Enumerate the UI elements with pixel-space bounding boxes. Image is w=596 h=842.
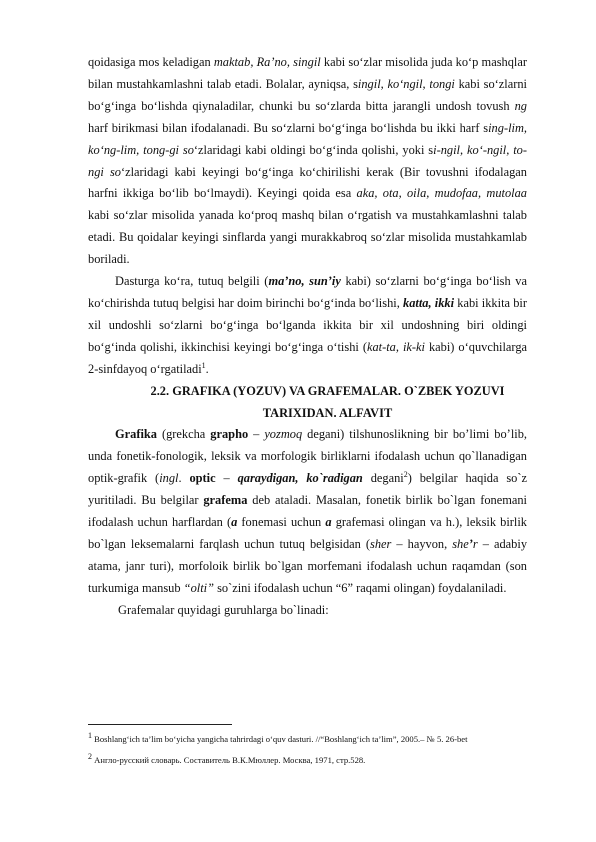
example-words: aka, ota, oila, mudofaa, mutolaa (356, 186, 527, 201)
footnote-text: Boshlang‘ich ta’lim bo‘yicha yangicha tahrirdagi o‘quv dasturi. //“Boshlang‘ich ta’lim”, 2005.– № 5. 26-bet (92, 734, 468, 744)
text: kabi so‘zlar misolida juda ko‘p mashqlar bilan mustahkamlashni talab etadi. Bolalar, ayniqsa, s (88, 55, 527, 91)
text: . (205, 361, 209, 376)
example-words: she (452, 536, 469, 551)
text: (grekcha (157, 427, 211, 442)
example-words: kat-ta, ik-ki (366, 339, 425, 354)
text: ) belgilar haqida so`z yuritiladi. Bu belgilar (88, 471, 528, 508)
footnote-divider (88, 724, 232, 725)
term: grapho (210, 427, 249, 442)
apostrophe: ’ (468, 536, 473, 551)
text: – (215, 471, 238, 486)
paragraph-grafema-groups: Grafemalar quyidagi guruhlarga bo`linadi: (118, 602, 329, 617)
paragraph-apostrophe-rules (88, 271, 527, 381)
footnote-ref: 1 (201, 360, 206, 370)
text: degani (362, 471, 404, 486)
section-heading (88, 381, 527, 425)
page-body (88, 52, 527, 622)
example-letter: a (325, 515, 332, 530)
heading-line: 2.2. GRAFIKA (YOZUV) VA GRAFEMALAR. O`ZBEK YOZUVI (150, 383, 505, 398)
example-words: singil (293, 55, 321, 69)
footnote-mark: 2 (88, 752, 92, 762)
footnote (88, 731, 527, 745)
paragraph-syllable-rules (88, 52, 527, 271)
term: grafema (203, 493, 248, 508)
footnote-ref: 2 (403, 470, 408, 480)
example-words: sher (370, 536, 392, 551)
text: . (178, 471, 190, 486)
term: Grafika (115, 427, 157, 442)
text: harf birikmasi bilan ifodalanadi. Bu so‘zlarni bo‘g‘inga bo‘lishda bu ikki harf s (88, 120, 489, 135)
example-words: katta, ikki (403, 295, 455, 310)
text: kabi) o‘quvchilarga 2-sinfdayoq o‘rgatiladi (88, 339, 528, 376)
example-letter: a (231, 515, 238, 530)
footnote (88, 752, 527, 766)
example-words: i-ngil, ko‘-ngil, to-ngi so (88, 142, 527, 179)
text: grafemasi olingan va h.), leksik birlik bo`lgan leksemalarni farqlash uchun tutuq belgisidan ( (88, 515, 527, 551)
example-words: ko‘ng-lim, tong-gi so (88, 142, 194, 157)
text: kabi) so‘zlarni bo‘g‘inga bo‘lish va ko‘chirishda tutuq belgisi har doim birinchi bo‘g‘inda bo‘lishi, (88, 274, 527, 310)
example-words: ma’no, sun’iy (268, 274, 341, 289)
footnotes (88, 724, 527, 776)
text: ‘zlaridagi kabi keyingi bo‘g‘inga ko‘chirilishi kerak (Bir tovushni ifodalagan harfni ikkiga bo‘lib bo‘lmaydi). Keyingi qoida esa (88, 164, 527, 201)
footnote-mark: 1 (88, 731, 92, 741)
text: kabi so‘zlarni bo‘g‘inga bo‘lishda qiynaladilar, chunki bu so‘zlarda bitta jarangli undosh tovush (88, 76, 527, 113)
gloss: ingl (159, 471, 179, 486)
example-words: ingil, ko‘ngil, tongi (357, 76, 455, 91)
gloss: yozmoq (264, 427, 303, 442)
text: qoidasiga mos keladigan (88, 55, 214, 69)
example-words: ng (514, 98, 527, 113)
text: fonemasi uchun (237, 515, 326, 530)
text: kabi so‘zlar misolida yanada ko‘proq mashq bilan o‘rgatish va mustahkamlashni talab etadi. Bu qoidalar keyingi sinflarda yangi murakkabroq so‘zlar misolida mustahkamlab boriladi. (88, 208, 527, 267)
footnote-text: Англо-русский словарь. Составитель В.К.Мюллер. Москва, 1971, стр.528. (92, 755, 366, 765)
heading-line: TARIXIDAN. ALFAVIT (262, 405, 393, 420)
gloss: qaraydigan, ko`radigan (237, 471, 363, 486)
text: deb ataladi. Masalan, fonetik birlik bo`lgan fonemani ifodalash uchun harflardan ( (88, 493, 527, 530)
text: kabi ikkita bir xil undoshli so‘zlarni bo‘g‘inga bo‘lganda ikkita bir xil undoshning biri oldingi bo‘g‘inda qolishi, ikkinchisi keyingi bo‘g‘inga o‘tishi ( (88, 295, 527, 354)
text: degani) tilshunoslikning bir bo’limi bo’lib, unda fonetik-fonologik, leksik va morfologik birliklarni ifodalash uchun qo`llanadigan optik-grafik ( (88, 427, 527, 486)
example-words: r (472, 536, 478, 551)
text: Dasturga ko‘ra, tutuq belgili ( (115, 274, 269, 289)
text: – hayvon, (391, 536, 453, 551)
text: so`zini ifodalash uchun “6” raqami olingan) foydalaniladi. (213, 580, 507, 595)
text: – (248, 427, 265, 442)
term: optic (189, 471, 216, 486)
example-words: “olti” (183, 580, 214, 595)
paragraph-grafika-definition (88, 424, 527, 599)
example-words: maktab, Ra’no, (213, 55, 290, 69)
text: ‘zlaridagi kabi oldingi bo‘g‘inda qolishi, yoki s (193, 142, 434, 157)
example-words: ing-lim, (488, 120, 527, 135)
text: – adabiy atama, janr turi), morfoloik birlik bo`lgan morfemani ifodalash uchun raqamdan (son turkumiga mansub (88, 536, 528, 595)
